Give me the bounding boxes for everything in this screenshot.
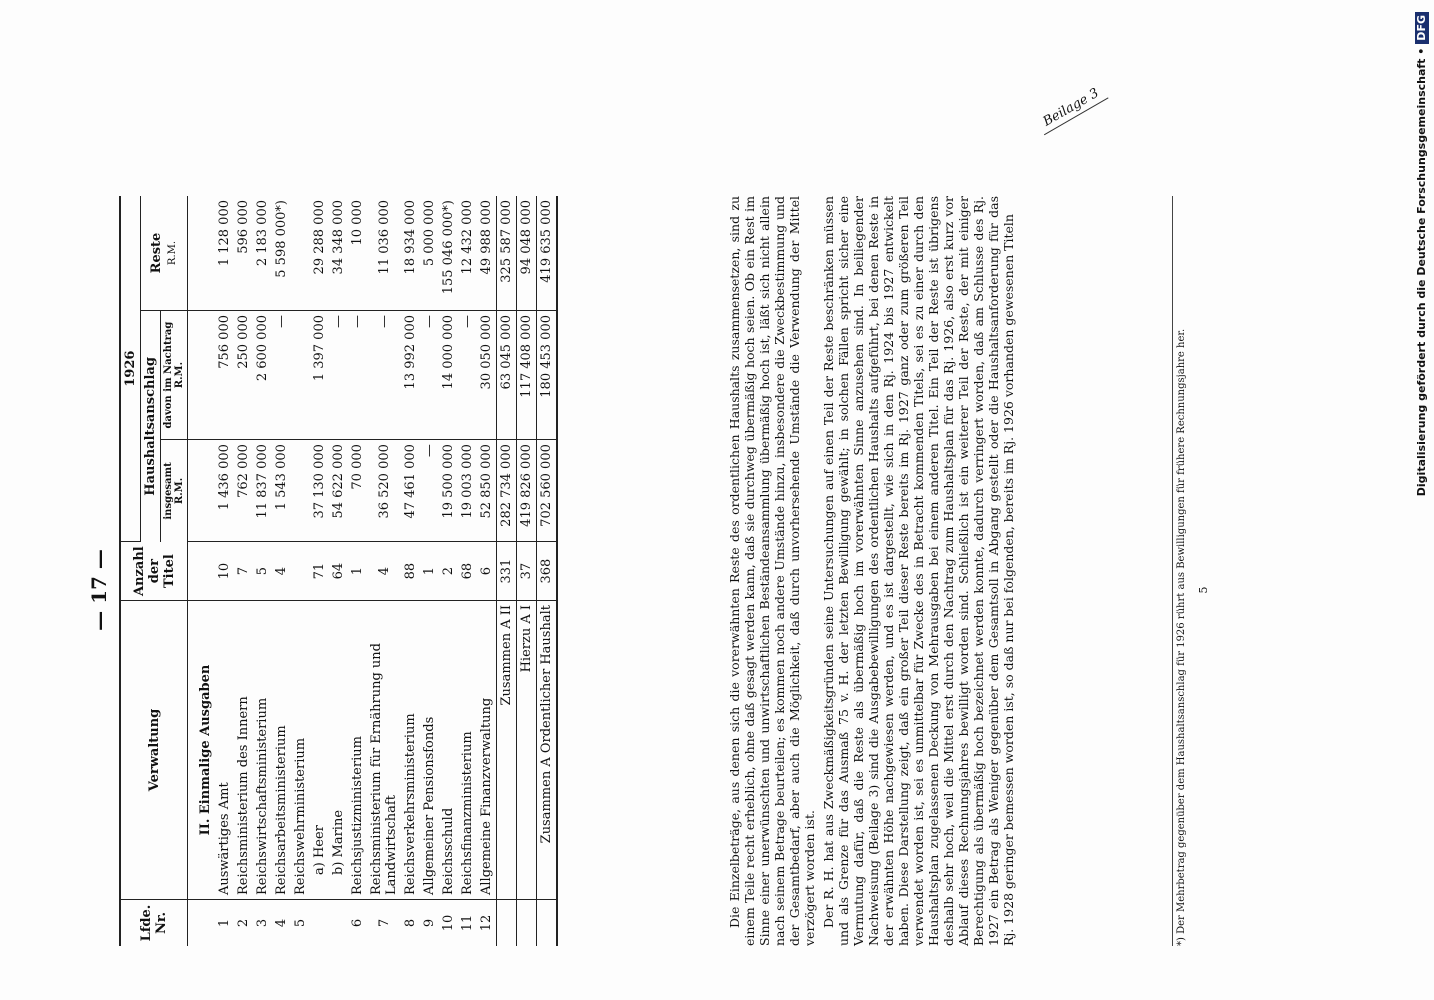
row-reste: 12 432 000 <box>458 196 477 311</box>
row-reste: 5 000 000 <box>420 196 439 311</box>
row-nr: 7 <box>376 918 392 928</box>
row-verwaltung: Reichsfinanzministerium <box>458 601 477 900</box>
row-nr: 2 <box>236 918 251 928</box>
table-row <box>401 196 420 946</box>
row-verwaltung: Reichsverkehrsministerium <box>401 601 420 900</box>
row-verwaltung: Auswärtiges Amt <box>215 601 234 900</box>
row-nachtrag: 14 000 000 <box>439 311 458 440</box>
row-nachtrag: — <box>272 311 291 440</box>
body-text <box>727 196 1020 946</box>
col-header-insgesamt <box>161 440 188 542</box>
row-nachtrag: 250 000 <box>234 311 253 440</box>
row-insgesamt: 1 543 000 <box>272 440 291 542</box>
col-header-year: 1926 <box>120 196 141 542</box>
row-insgesamt: 37 130 000 <box>310 440 329 542</box>
row-nr <box>310 900 329 947</box>
digitization-note: Digitalisierung gefördert durch die Deutsche Forschungsgemeinschaft • <box>1415 47 1428 497</box>
total-insgesamt: 282 734 000 <box>497 440 517 542</box>
total-row <box>537 196 558 946</box>
row-verwaltung: a) Heer <box>310 601 329 900</box>
row-verwaltung: Allgemeiner Pensionsfonds <box>420 601 439 900</box>
row-nachtrag: 13 992 000 <box>401 311 420 440</box>
nachtrag-unit: R.M. <box>174 361 185 389</box>
table-row <box>458 196 477 946</box>
total-reste: 325 587 000 <box>497 196 517 311</box>
row-nachtrag: 756 000 <box>215 311 234 440</box>
row-nachtrag: — <box>348 311 367 440</box>
total-insgesamt: 702 560 000 <box>537 440 558 542</box>
row-insgesamt: 762 000 <box>234 440 253 542</box>
row-verwaltung: Reichsarbeitsministerium <box>272 601 291 900</box>
row-reste: 1 128 000 <box>215 196 234 311</box>
nachtrag-label: davon im Nachtrag <box>163 321 174 429</box>
row-insgesamt: 1 436 000 <box>215 440 234 542</box>
total-label: Hierzu A I <box>517 601 537 900</box>
row-nr: 9 <box>422 918 437 928</box>
row-nr: 4 <box>274 918 289 928</box>
table-row <box>272 196 291 946</box>
total-nachtrag: 117 408 000 <box>517 311 537 440</box>
table-row <box>329 196 348 946</box>
total-row <box>517 196 537 946</box>
row-anzahl: 2 <box>439 542 458 601</box>
row-verwaltung: Reichsministerium des Innern <box>234 601 253 900</box>
col-header-verwaltung: Verwaltung <box>120 601 188 900</box>
total-reste: 419 635 000 <box>537 196 558 311</box>
footer-page-number: 5 <box>1197 586 1210 594</box>
insgesamt-unit: R.M. <box>174 477 185 505</box>
row-reste: 596 000 <box>234 196 253 311</box>
row-nachtrag <box>291 311 310 440</box>
row-insgesamt: — <box>420 440 439 542</box>
row-reste: 2 183 000 <box>253 196 272 311</box>
page-number: — 17 — <box>87 549 111 631</box>
total-anzahl: 368 <box>537 542 558 601</box>
row-reste: 34 348 000 <box>329 196 348 311</box>
insgesamt-label: insgesamt <box>163 462 174 520</box>
row-anzahl: 1 <box>420 542 439 601</box>
total-nr-empty <box>497 900 517 947</box>
total-nr-empty <box>517 900 537 947</box>
row-insgesamt: 70 000 <box>348 440 367 542</box>
budget-table <box>119 196 558 946</box>
row-nachtrag: — <box>458 311 477 440</box>
row-nachtrag: — <box>420 311 439 440</box>
row-anzahl: 71 <box>310 542 329 601</box>
row-reste <box>291 196 310 311</box>
row-reste: 29 288 000 <box>310 196 329 311</box>
col-header-nr: Lfde. Nr. <box>120 900 188 947</box>
reste-unit: R.M. <box>167 240 178 266</box>
row-anzahl: 10 <box>215 542 234 601</box>
row-reste: 49 988 000 <box>477 196 497 311</box>
row-nachtrag: 1 397 000 <box>310 311 329 440</box>
row-anzahl: 7 <box>234 542 253 601</box>
beilage-stamp: Beilage 3 <box>1035 83 1108 135</box>
row-nr: 11 <box>460 914 475 932</box>
row-anzahl: 64 <box>329 542 348 601</box>
table-row <box>310 196 329 946</box>
total-nr-empty <box>537 900 558 947</box>
row-nr: 10 <box>441 914 456 932</box>
row-insgesamt: 19 500 000 <box>439 440 458 542</box>
row-nachtrag: 30 050 000 <box>477 311 497 440</box>
row-reste: 18 934 000 <box>401 196 420 311</box>
row-insgesamt <box>291 440 310 542</box>
row-nr: 12 <box>479 914 494 932</box>
table-row <box>477 196 497 946</box>
section-title: II. Einmalige Ausgaben <box>188 601 216 900</box>
total-anzahl: 331 <box>497 542 517 601</box>
total-anzahl: 37 <box>517 542 537 601</box>
table-row <box>348 196 367 946</box>
total-nachtrag: 180 453 000 <box>537 311 558 440</box>
row-anzahl: 6 <box>477 542 497 601</box>
digitization-banner <box>1412 12 1432 992</box>
row-nachtrag: — <box>367 311 401 440</box>
row-verwaltung: Allgemeine Finanzverwaltung <box>477 601 497 900</box>
paragraph: Die Einzelbeträge, aus denen sich die vorerwähnten Reste des ordentlichen Haushalts zusammensetzen, sind zu einem Teile recht erheblich, ohne daß gesagt werden kann, daß sie durchweg übermäßig hoch seien. Ob ein Rest im Sinne einer unerwünschten und unwirtschaftlichen Beständeansammlung übermäßig hoch ist, läßt sich nicht allein nach seinem Betrage beurteilen; es kommen noch andere Umstände hinzu, insbesondere die Zweckbestimmung und der Gesamtbedarf, aber auch die Möglichkeit, daß durch unvorhersehende Umstände die Verwendung der Mittel verzögert worden ist. <box>727 196 817 946</box>
row-insgesamt: 47 461 000 <box>401 440 420 542</box>
row-verwaltung: Reichswirtschaftsministerium <box>253 601 272 900</box>
total-label: Zusammen A Ordentlicher Haushalt <box>537 601 558 900</box>
row-insgesamt: 52 850 000 <box>477 440 497 542</box>
row-anzahl: 1 <box>348 542 367 601</box>
row-anzahl: 5 <box>253 542 272 601</box>
row-reste: 11 036 000 <box>367 196 401 311</box>
table-row <box>215 196 234 946</box>
total-label: Zusammen A II <box>497 601 517 900</box>
paragraph: Der R. H. hat aus Zweckmäßigkeitsgründen seine Untersuchungen auf einen Teil der Reste beschränken müssen und als Grenze für das Ausmaß 75 v. H. der letzten Bewilligung gewählt; in solchen Fällen spricht sicher eine Vermutung dafür, daß die Reste als übermäßig hoch im vorerwähnten Sinne anzusehen sind. In beiliegender Nachweisung (Beilage 3) sind die Ausgabebewilligungen des ordentlichen Haushalts aufgeführt, bei denen Reste in der erwähnten Höhe nachgewiesen werden, und es ist dargestellt, wie sich in den Rj. 1924 bis 1927 entwickelt haben. Diese Darstellung zeigt, daß ein großer Teil dieser Reste bereits im Rj. 1927 ganz oder zum größeren Teil verwendet worden ist, sei es unmittelbar für Zwecke des in Betracht kommenden Titels, sei es zu einer durch den Haushaltsplan zugelassenen Deckung von Mehrausgaben bei einem anderen Titel. Ein Teil der Reste ist übrigens deshalb sehr hoch, weil die Mittel erst durch den Nachtrag zum Haushaltsplan für das Rj. 1926, also erst kurz vor Ablauf dieses Rechnungsjahres bewilligt worden sind. Schließlich ist ein weiterer Teil der Reste, der mit einiger Berechtigung als übermäßig hoch bezeichnet werden konnte, dadurch verringert worden, daß am Schlusse des Rj. 1927 ein Betrag als Weniger gegenüber dem Gesamtsoll in Abgang gestellt oder die Haushaltsanforderung für das Rj. 1928 geringer bemessen worden ist, so daß nur bei folgenden, bereits im Rj. 1926 vorhanden gewesenen Titeln <box>821 196 1016 946</box>
row-reste: 155 046 000*) <box>439 196 458 311</box>
table-row <box>253 196 272 946</box>
row-nr: 5 <box>293 918 308 928</box>
row-nr: 1 <box>217 918 232 928</box>
total-nachtrag: 63 045 000 <box>497 311 517 440</box>
row-verwaltung: Reichsschuld <box>439 601 458 900</box>
table-row <box>439 196 458 946</box>
table-row <box>367 196 401 946</box>
table-row <box>420 196 439 946</box>
col-header-reste <box>141 196 188 311</box>
row-anzahl <box>291 542 310 601</box>
row-reste: 5 598 000*) <box>272 196 291 311</box>
row-insgesamt: 54 622 000 <box>329 440 348 542</box>
row-verwaltung: b) Marine <box>329 601 348 900</box>
row-verwaltung: Reichswehrministerium <box>291 601 310 900</box>
row-nr <box>329 900 348 947</box>
total-reste: 94 048 000 <box>517 196 537 311</box>
col-header-anzahl: Anzahl der Titel <box>120 542 188 601</box>
rotated-page-content <box>67 180 1307 1000</box>
row-nachtrag: — <box>329 311 348 440</box>
row-insgesamt: 19 003 000 <box>458 440 477 542</box>
row-reste: 10 000 <box>348 196 367 311</box>
row-anzahl: 4 <box>367 542 401 601</box>
footnote: *) Der Mehrbetrag gegenüber dem Haushaltsanschlag für 1926 rührt aus Bewilligungen für frühere Rechnungsjahre her. <box>1172 196 1187 946</box>
dfg-logo: DFG <box>1415 12 1429 44</box>
row-insgesamt: 36 520 000 <box>367 440 401 542</box>
table-row <box>291 196 310 946</box>
row-insgesamt: 11 837 000 <box>253 440 272 542</box>
row-nr: 8 <box>403 918 418 928</box>
row-nr: 3 <box>255 918 270 928</box>
total-insgesamt: 419 826 000 <box>517 440 537 542</box>
row-anzahl: 68 <box>458 542 477 601</box>
reste-label: Reste <box>149 232 164 274</box>
col-header-haushaltsanschlag: Haushaltsanschlag <box>141 311 161 542</box>
total-row <box>497 196 517 946</box>
col-header-nachtrag <box>161 311 188 440</box>
row-verwaltung: Reichsjustizministerium <box>348 601 367 900</box>
row-verwaltung: Reichsministerium für Ernährung und Landwirtschaft <box>367 601 401 900</box>
row-nachtrag: 2 600 000 <box>253 311 272 440</box>
row-nr: 6 <box>350 918 365 928</box>
row-anzahl: 4 <box>272 542 291 601</box>
table-row <box>234 196 253 946</box>
row-anzahl: 88 <box>401 542 420 601</box>
